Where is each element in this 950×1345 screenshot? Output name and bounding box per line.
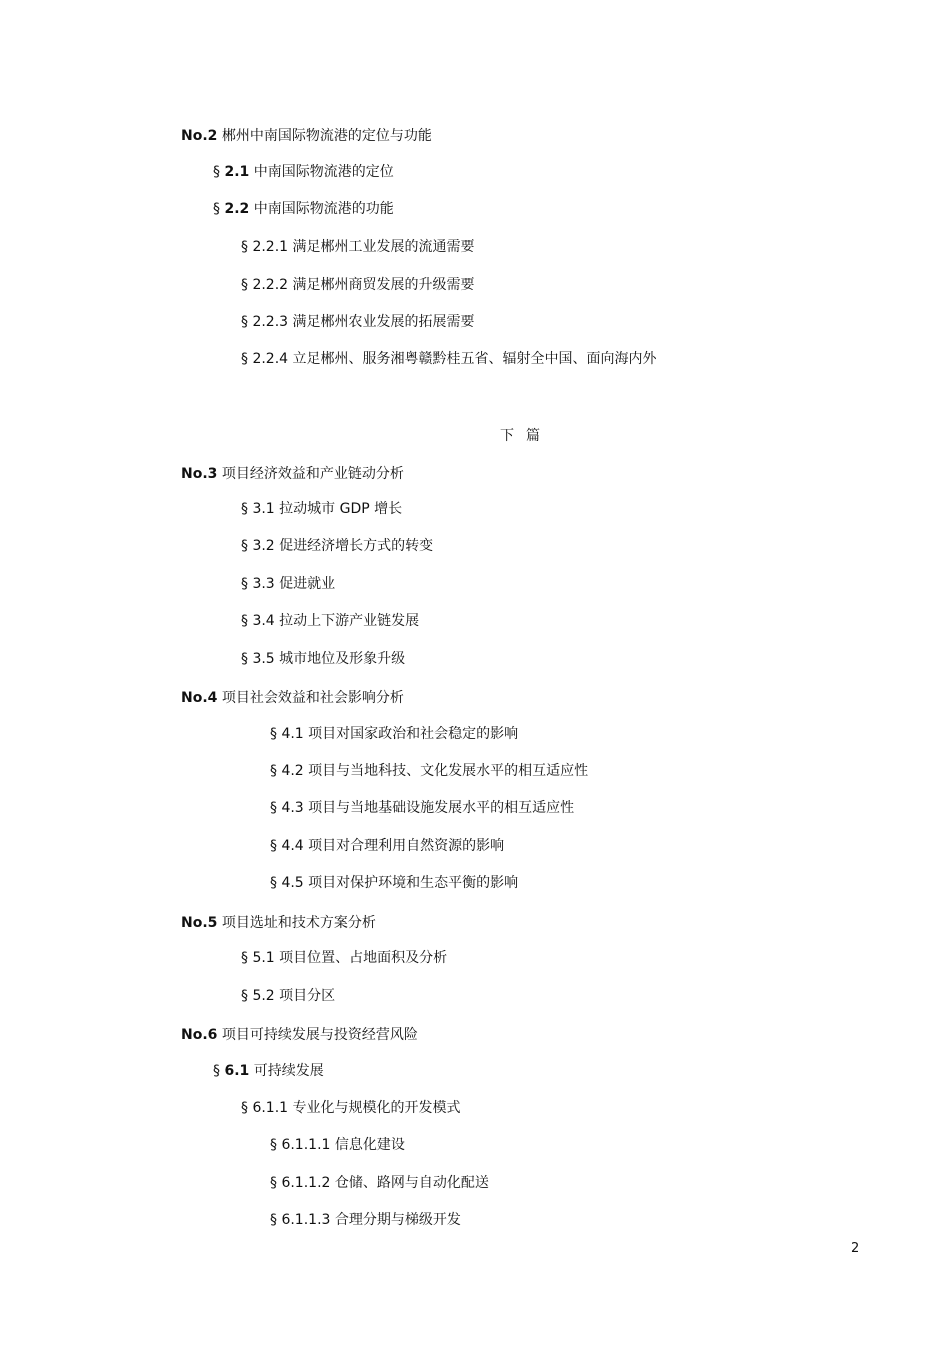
section-title: 可持续发展 xyxy=(253,1063,324,1079)
toc-chapter-3 xyxy=(181,465,404,483)
toc-chapter-4 xyxy=(181,689,404,707)
toc-section-6-1 xyxy=(213,1062,324,1080)
chapter-title: 项目可持续发展与投资经营风险 xyxy=(221,1027,418,1043)
toc-section-4-5: § 4.5 项目对保护环境和生态平衡的影响 xyxy=(270,875,519,891)
toc-subsection-2-2-3: § 2.2.3 满足郴州农业发展的拓展需要 xyxy=(241,314,475,330)
section-number: 2.1 xyxy=(224,164,250,180)
section-title: 中南国际物流港的定位 xyxy=(253,164,394,180)
page-number: 2 xyxy=(851,1241,860,1256)
chapter-title: 项目经济效益和产业链动分析 xyxy=(221,466,404,482)
chapter-number: No.4 xyxy=(181,690,218,706)
section-symbol: § xyxy=(213,201,220,217)
toc-section-4-3: § 4.3 项目与当地基础设施发展水平的相互适应性 xyxy=(270,800,575,816)
toc-chapter-2 xyxy=(181,127,432,145)
toc-subsection-2-2-2: § 2.2.2 满足郴州商贸发展的升级需要 xyxy=(241,277,475,293)
toc-section-5-1: § 5.1 项目位置、占地面积及分析 xyxy=(241,950,448,966)
toc-chapter-5 xyxy=(181,914,376,932)
toc-section-3-5: § 3.5 城市地位及形象升级 xyxy=(241,651,406,667)
toc-chapter-6 xyxy=(181,1026,418,1044)
toc-subsection-2-2-4: § 2.2.4 立足郴州、服务湘粤赣黔桂五省、辐射全中国、面向海内外 xyxy=(241,351,657,367)
chapter-title: 郴州中南国际物流港的定位与功能 xyxy=(221,128,432,144)
chapter-number: No.2 xyxy=(181,128,218,144)
toc-section-5-2: § 5.2 项目分区 xyxy=(241,988,336,1004)
part-title: 下篇 xyxy=(500,428,552,444)
toc-subsection-2-2-1: § 2.2.1 满足郴州工业发展的流通需要 xyxy=(241,239,475,255)
toc-section-4-1: § 4.1 项目对国家政治和社会稳定的影响 xyxy=(270,726,519,742)
toc-section-4-2: § 4.2 项目与当地科技、文化发展水平的相互适应性 xyxy=(270,763,589,779)
toc-item-6-1-1-3: § 6.1.1.3 合理分期与梯级开发 xyxy=(270,1212,461,1228)
toc-section-3-2: § 3.2 促进经济增长方式的转变 xyxy=(241,538,434,554)
toc-subsection-6-1-1: § 6.1.1 专业化与规模化的开发模式 xyxy=(241,1100,461,1116)
toc-section-3-4: § 3.4 拉动上下游产业链发展 xyxy=(241,613,420,629)
toc-section-2-2 xyxy=(213,200,394,218)
section-symbol: § xyxy=(213,1063,220,1079)
toc-section-3-3: § 3.3 促进就业 xyxy=(241,576,336,592)
chapter-title: 项目社会效益和社会影响分析 xyxy=(221,690,404,706)
chapter-title: 项目选址和技术方案分析 xyxy=(221,915,376,931)
toc-section-4-4: § 4.4 项目对合理利用自然资源的影响 xyxy=(270,838,505,854)
section-title: 中南国际物流港的功能 xyxy=(253,201,394,217)
toc-section-3-1: § 3.1 拉动城市 GDP 增长 xyxy=(241,501,403,517)
chapter-number: No.6 xyxy=(181,1027,218,1043)
toc-section-2-1 xyxy=(213,163,394,181)
toc-item-6-1-1-1: § 6.1.1.1 信息化建设 xyxy=(270,1137,405,1153)
section-number: 2.2 xyxy=(224,201,250,217)
chapter-number: No.3 xyxy=(181,466,218,482)
section-symbol: § xyxy=(213,164,220,180)
section-number: 6.1 xyxy=(224,1063,250,1079)
chapter-number: No.5 xyxy=(181,915,218,931)
toc-item-6-1-1-2: § 6.1.1.2 仓储、路网与自动化配送 xyxy=(270,1175,489,1191)
